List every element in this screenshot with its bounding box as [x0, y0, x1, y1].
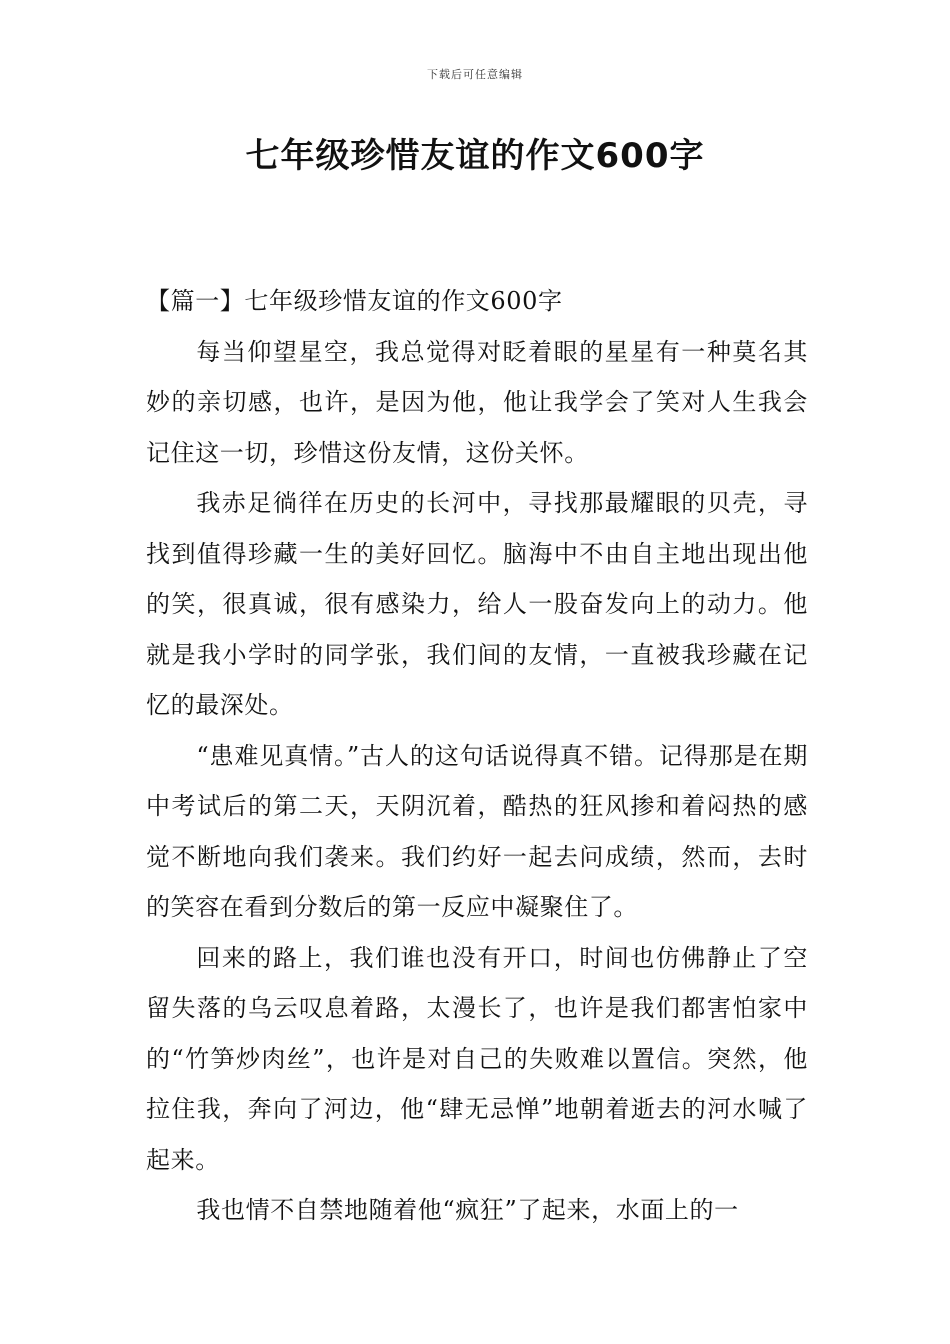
- paragraph-2: 我赤足徜徉在历史的长河中，寻找那最耀眼的贝壳，寻找到值得珍藏一生的美好回忆。脑海中不由自主地出现出他的笑，很真诚，很有感染力，给人一股奋发向上的动力。他就是我小学时的同学张，我们间的友情，一直被我珍藏在记忆的最深处。: [146, 489, 808, 719]
- document-body: [146, 276, 808, 1236]
- paragraph-5: 我也情不自禁地随着他“疯狂”了起来，水面上的一: [196, 1196, 739, 1224]
- document-title: 七年级珍惜友谊的作文600字: [245, 136, 705, 176]
- section-heading: 【篇一】七年级珍惜友谊的作文600字: [146, 287, 563, 315]
- paragraph-3: “患难见真情。”古人的这句话说得真不错。记得那是在期中考试后的第二天，天阴沉着，酷热的狂风掺和着闷热的感觉不断地向我们袭来。我们约好一起去问成绩，然而，去时的笑容在看到分数后的第一反应中凝聚住了。: [146, 741, 808, 921]
- paragraph-1: 每当仰望星空，我总觉得对眨着眼的星星有一种莫名其妙的亲切感，也许，是因为他，他让我学会了笑对人生我会记住这一切，珍惜这份友情，这份关怀。: [146, 337, 808, 467]
- paragraph-4: 回来的路上，我们谁也没有开口，时间也仿佛静止了空留失落的乌云叹息着路，太漫长了，也许是我们都害怕家中的“竹笋炒肉丝”，也许是对自己的失败难以置信。突然，他拉住我，奔向了河边，他“肆无忌惮”地朝着逝去的河水喊了起来。: [146, 943, 808, 1174]
- header-note: 下载后可任意编辑: [427, 68, 523, 81]
